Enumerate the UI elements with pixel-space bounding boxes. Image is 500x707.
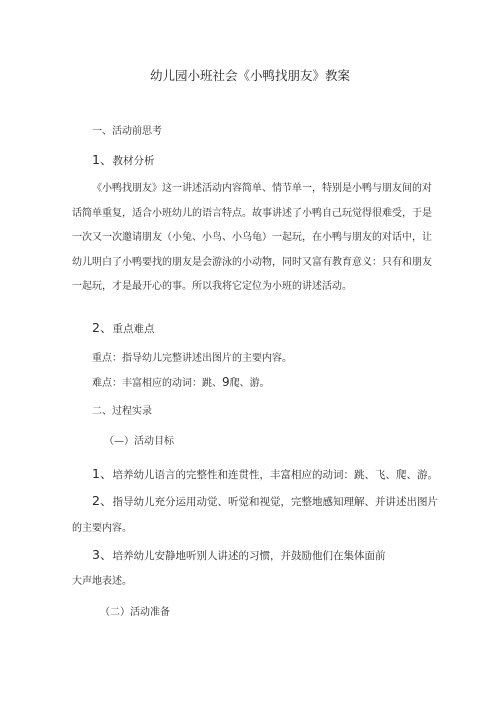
- difficulty-number: 9: [222, 375, 230, 389]
- section-heading-process: 二、过程实录: [92, 406, 152, 417]
- subheading-number: 1、: [92, 152, 113, 167]
- subheading-number: 2、: [92, 320, 113, 335]
- subheading-label: 教材分析: [112, 155, 155, 167]
- key-point-line: 重点：指导幼儿完整讲述出图片的主要内容。: [92, 353, 292, 364]
- goal-item-1: [92, 464, 438, 482]
- subheading-label: 重点难点: [112, 323, 155, 335]
- section-heading-pre-activity: 一、活动前思考: [92, 126, 162, 137]
- material-analysis-paragraph: 《小鸭找朋友》这一讲述活动内容简单、情节单一，特别是小鸭与朋友间的对话简单重复，适合小班幼儿的语言特点。故事讲述了小鸭自己玩觉得很难受，于是一次又一次邀请朋友（小兔、小鸟、小乌龟）一起玩，在小鸭与朋友的对话中，让幼儿明白了小鸭要找的朋友是会游泳的小动物，同时又富有教育意义：只有和朋友一起玩，才是最开心的事。所以我将它定位为小班的讲述活动。: [72, 183, 432, 292]
- document-title: 幼儿园小班社会《小鸭找朋友》教案: [149, 68, 350, 83]
- goal-number: 1、: [92, 466, 113, 481]
- goal-number: 2、: [92, 493, 113, 508]
- goal-text: 指导幼儿充分运用动觉、听觉和视觉，完整地感知理解、并讲述出图片: [112, 496, 438, 508]
- difficulty-text: 难点：丰富相应的动词：跳、: [92, 378, 222, 389]
- subheading-material-analysis: [92, 150, 154, 168]
- subheading-activity-goals: （—）活动目标: [104, 436, 174, 447]
- goal-number: 3、: [92, 547, 113, 562]
- goal-text: 培养幼儿语言的完整性和连贯性，丰富相应的动词：跳、飞、爬、游。: [112, 469, 438, 481]
- goal-item-2-continued: 的主要内容。: [72, 523, 132, 534]
- subheading-activity-prep: （二）活动准备: [100, 607, 170, 618]
- goal-item-3: [92, 545, 385, 563]
- goal-item-2: [92, 491, 438, 509]
- goal-item-3-continued: 大声地表述。: [72, 576, 132, 587]
- difficulty-text-end: 爬、游。: [229, 378, 270, 389]
- goal-text: 培养幼儿安静地听别人讲述的习惯，并鼓励他们在集体面前: [112, 550, 386, 562]
- subheading-key-difficulty: [92, 318, 154, 336]
- difficulty-line: [92, 374, 270, 389]
